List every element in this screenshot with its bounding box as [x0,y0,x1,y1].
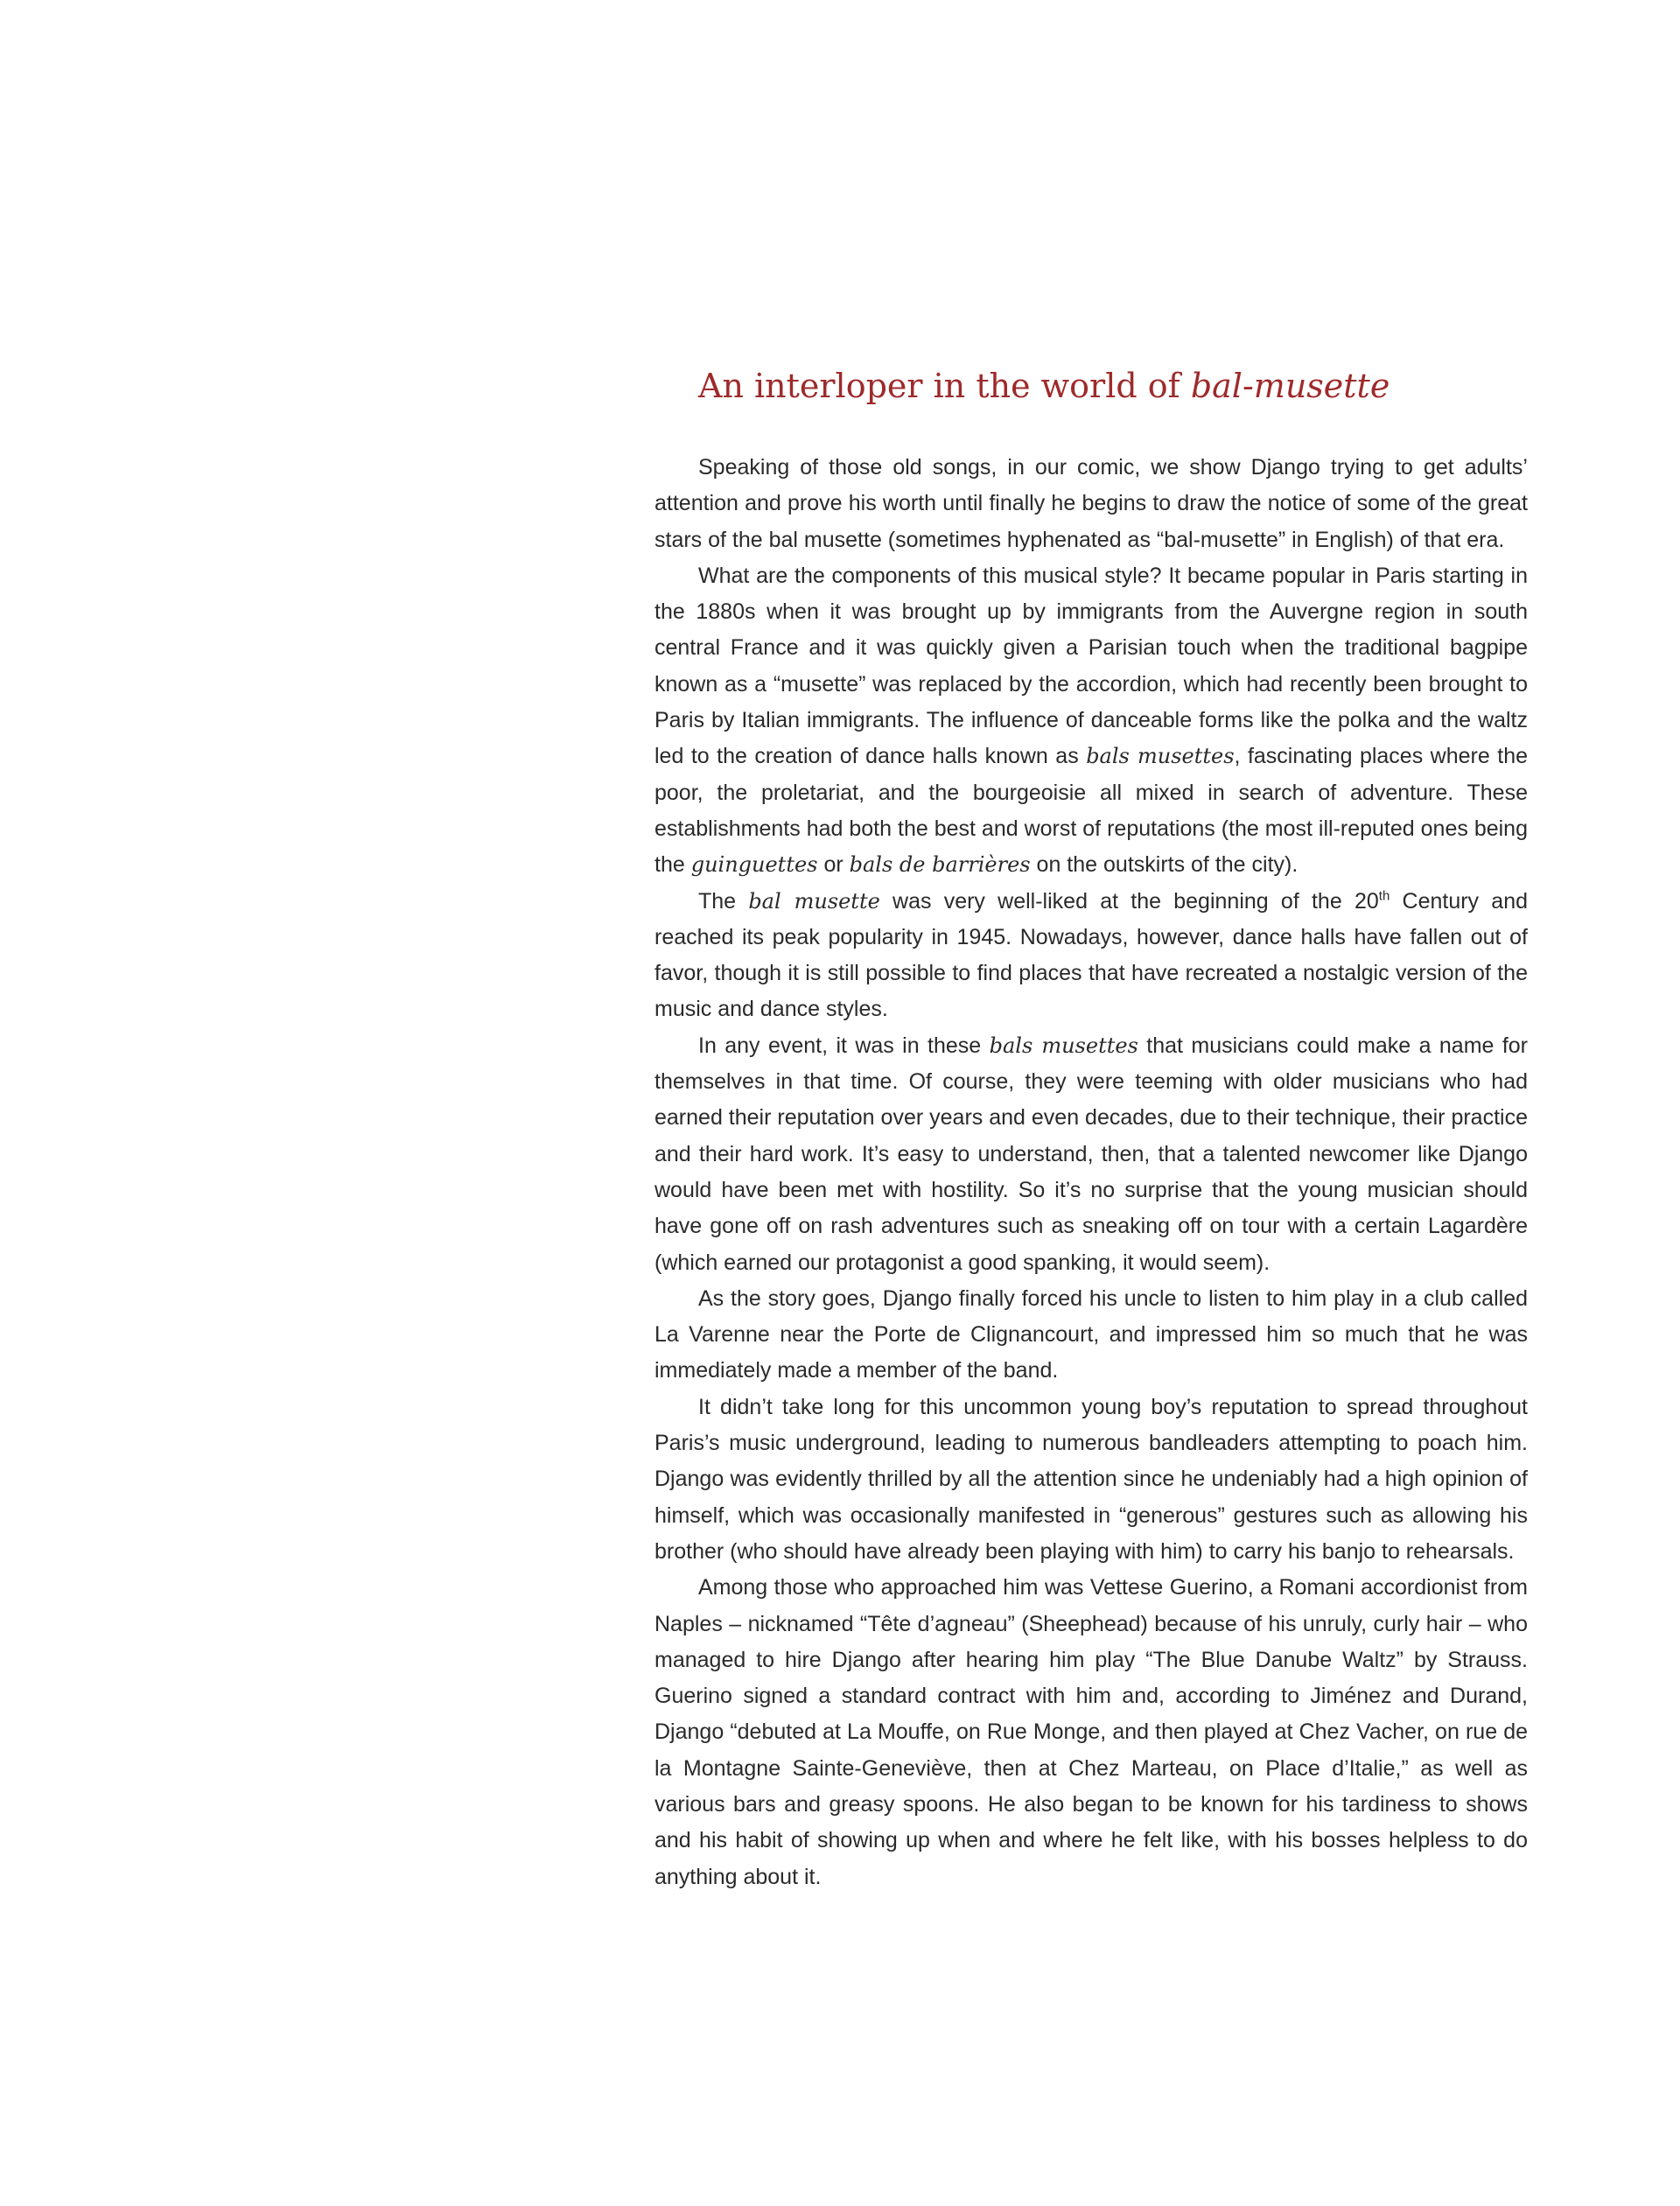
text-run: What are the components of this musical style? It became popular in Paris starting in the 1880s when it was brought up by immigrants from the Auvergne region in south central France and it was quickly given a Parisian touch when the traditional bagpipe known as a “musette” was replaced by the accordion, which had recently been brought to Paris by Italian immigrants. The influence of danceable forms like the polka and the waltz led to the creation of dance halls known as [654,563,1528,769]
text-run: was very well-liked at the beginning of the 20 [879,888,1379,914]
body-paragraph [654,450,1528,558]
italic-term: bals musettes [1086,744,1235,769]
italic-term: bals de barrières [849,852,1031,878]
section-title-text: An interloper in the world of [698,367,1191,405]
body-paragraph [654,1281,1528,1390]
text-run: , fascinating places where the poor, the proletariat, and the bourgeoisie all mixed in search of adventure. These establishments had both the best and worst of reputations (the most ill-reputed ones being the [654,744,1528,878]
text-run: on the outskirts of the city). [1030,852,1298,878]
italic-term: guinguettes [690,852,818,878]
body-paragraph [654,1390,1528,1570]
body-paragraph [654,884,1528,1028]
text-run: As the story goes, Django finally forced his uncle to listen to him play in a club called La Varenne near the Porte de Clignancourt, and impressed him so much that he was immediately made a member of the band. [654,1285,1528,1383]
italic-term: bals musettes [989,1033,1138,1058]
text-run: It didn’t take long for this uncommon young boy’s reputation to spread throughout Paris’s music underground, leading to numerous bandleaders attempting to poach him. Django was evidently thrilled by all the attention since he undeniably had a high opinion of himself, which was occasionally manifested in “generous” gestures such as allowing his brother (who should have already been playing with him) to carry his banjo to rehearsals. [654,1394,1528,1564]
article [654,364,1528,1895]
text-run: Among those who approached him was Vettese Guerino, a Romani accordionist from Naples – nicknamed “Tête d’agneau” (Sheephead) because of his unruly, curly hair – who managed to hire Django after hearing him play “The Blue Danube Waltz” by Strauss. Guerino signed a standard contract with him and, according to Jiménez and Durand, Django “debuted at La Mouffe, on Rue Monge, and then played at Chez Vacher, on rue de la Montagne Sainte-Geneviève, then at Chez Marteau, on Place d’Italie,” as well as various bars and greasy spoons. He also began to be known for his tardiness to shows and his habit of showing up when and where he felt like, with his bosses helpless to do anything about it. [654,1575,1528,1889]
body-paragraph [654,1028,1528,1281]
text-run: Speaking of those old songs, in our comic, we show Django trying to get adults’ attention and prove his worth until finally he begins to draw the notice of some of the great stars of the bal musette (sometimes hyphenated as “bal-musette” in English) of that era. [654,455,1528,552]
text-run: or [817,852,850,878]
body-paragraph [654,1570,1528,1895]
superscript: th [1378,888,1390,904]
article-body [654,450,1528,1895]
italic-term: bal musette [748,888,880,914]
body-paragraph [654,558,1528,884]
text-run: that musicians could make a name for themselves in that time. Of course, they were teeming with older musicians who had earned their reputation over years and even decades, due to their technique, their practice and their hard work. It’s easy to understand, then, that a talented newcomer like Django would have been met with hostility. So it’s no surprise that the young musician should have gone off on rash adventures such as sneaking off on tour with a certain Lagardère (which earned our protagonist a good spanking, it would seem). [654,1033,1528,1275]
text-run: Century and reached its peak popularity in 1945. Nowadays, however, dance halls have fallen out of favor, though it is still possible to find places that have recreated a nostalgic version of the music and dance styles. [654,888,1528,1022]
section-title-emphasis: bal-musette [1190,367,1390,405]
text-run: The [698,888,749,914]
section-title [698,364,1528,408]
text-run: In any event, it was in these [698,1033,990,1058]
